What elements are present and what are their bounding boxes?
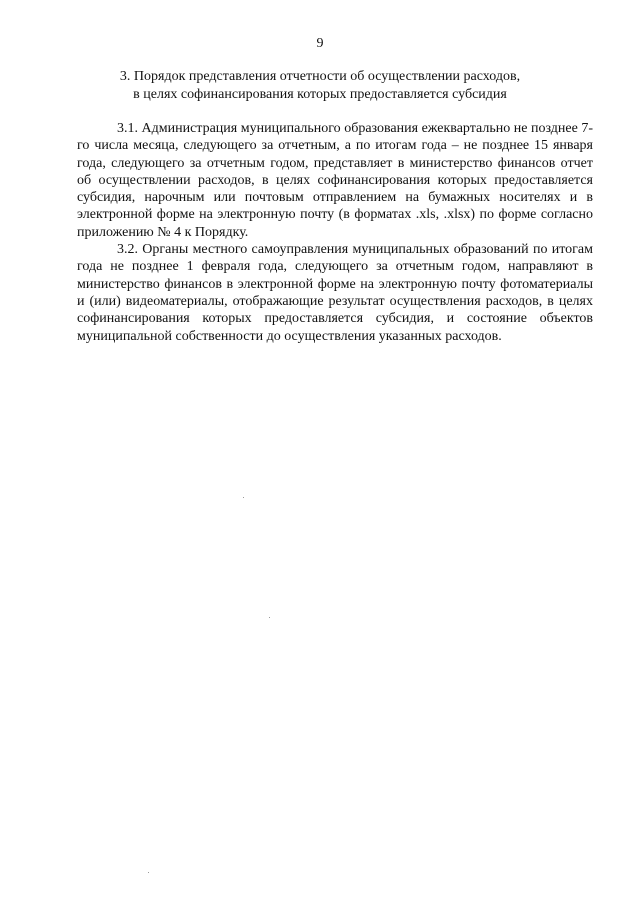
body-text [77,120,593,345]
section-title-line-2: в целях софинансирования которых предоставляется субсидия [133,87,507,102]
scan-speck [243,497,244,498]
scan-speck [148,872,149,873]
page-number: 9 [316,36,324,51]
paragraph-3-1: 3.1. Администрация муниципального образования ежеквартально не позднее 7-го числа месяца, следующего за отчетным, а по итогам года – не позднее 15 января года, следующего за отчетным годом, представляет в министерство финансов отчет об осуществлении расходов, в целях софинансирования которых предоставляется субсидия, нарочным или почтовым отправлением на бумажных носителях и в электронной форме на электронную почту (в форматах .xls, .xlsx) по форме согласно приложению № 4 к Порядку. [77,121,593,240]
section-title [70,68,570,104]
section-title-line-1: 3. Порядок представления отчетности об осуществлении расходов, [119,69,521,84]
paragraph-3-2: 3.2. Органы местного самоуправления муниципальных образований по итогам года не позднее 1 февраля года, следующего за отчетным годом, направляют в министерство финансов в электронной форме на электронную почту фотоматериалы и (или) видеоматериалы, отображающие результат осуществления расходов, в целях софинансирования которых предоставляется субсидия, и состояние объектов муниципальной собственности до осуществления указанных расходов. [77,242,593,344]
scan-speck [269,617,270,618]
